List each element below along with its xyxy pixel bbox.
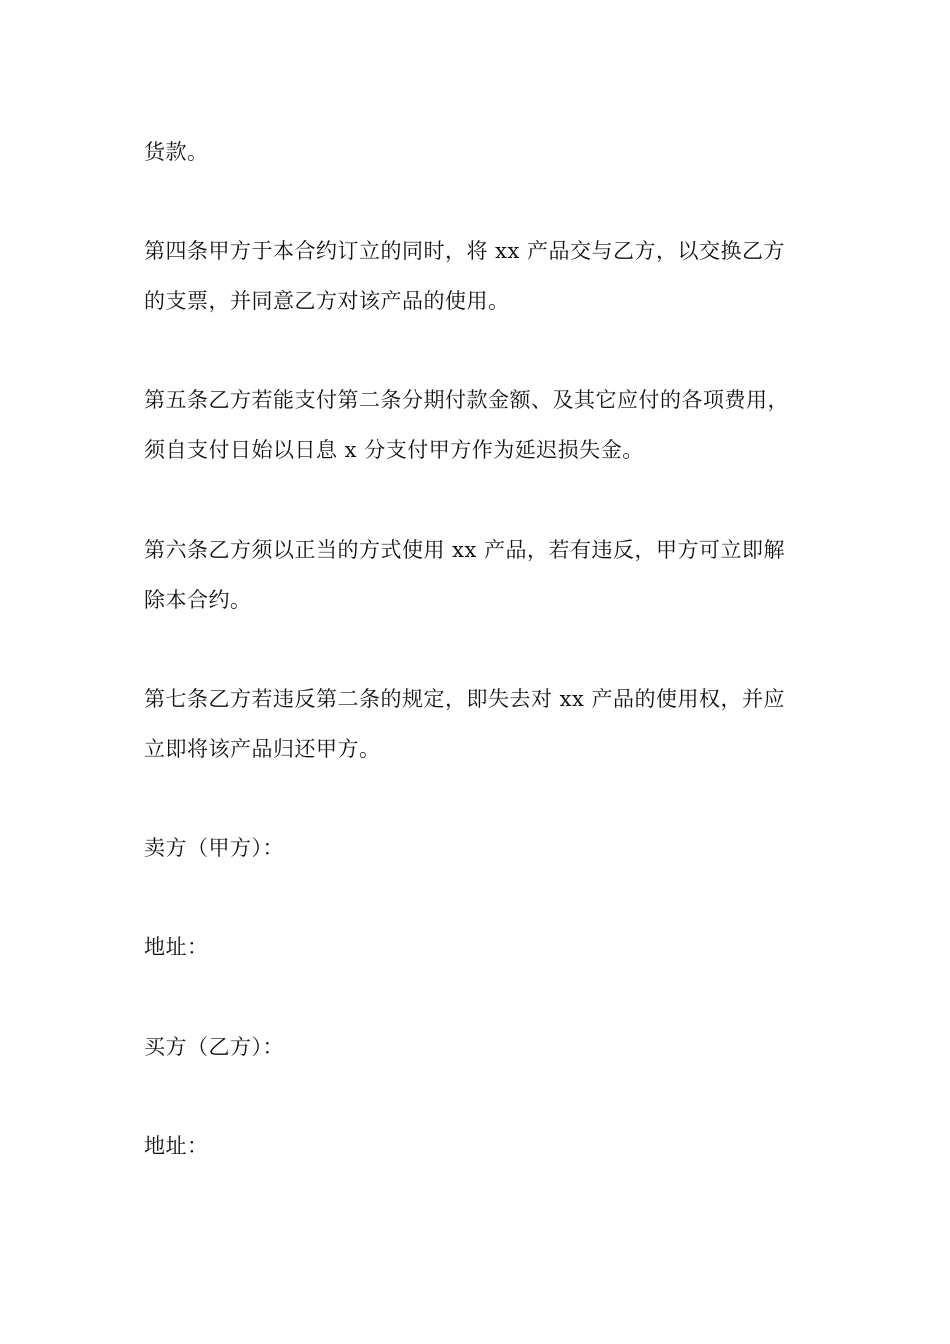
article-7-line-2: 立即将该产品归还甲方。 [144, 737, 381, 761]
article-6-line-2: 除本合约。 [144, 588, 252, 612]
article-5-line-2: 须自支付日始以日息 x 分支付甲方作为延迟损失金。 [144, 438, 644, 462]
buyer-address-label: 地址： [144, 1134, 209, 1158]
article-5-line-1: 第五条乙方若能支付第二条分期付款金额、及其它应付的各项费用， [144, 388, 789, 412]
seller-label: 卖方（甲方）： [144, 836, 284, 860]
article-4-line-2: 的支票，并同意乙方对该产品的使用。 [144, 289, 510, 313]
article-6-line-1: 第六条乙方须以正当的方式使用 xx 产品，若有违反，甲方可立即解 [144, 538, 786, 562]
buyer-label: 买方（乙方）： [144, 1035, 284, 1059]
payment-fragment-line: 货款。 [144, 140, 209, 164]
article-4-line-1: 第四条甲方于本合约订立的同时，将 xx 产品交与乙方，以交换乙方 [144, 239, 786, 263]
seller-address-label: 地址： [144, 935, 209, 959]
article-7-line-1: 第七条乙方若违反第二条的规定，即失去对 xx 产品的使用权，并应 [144, 687, 786, 711]
